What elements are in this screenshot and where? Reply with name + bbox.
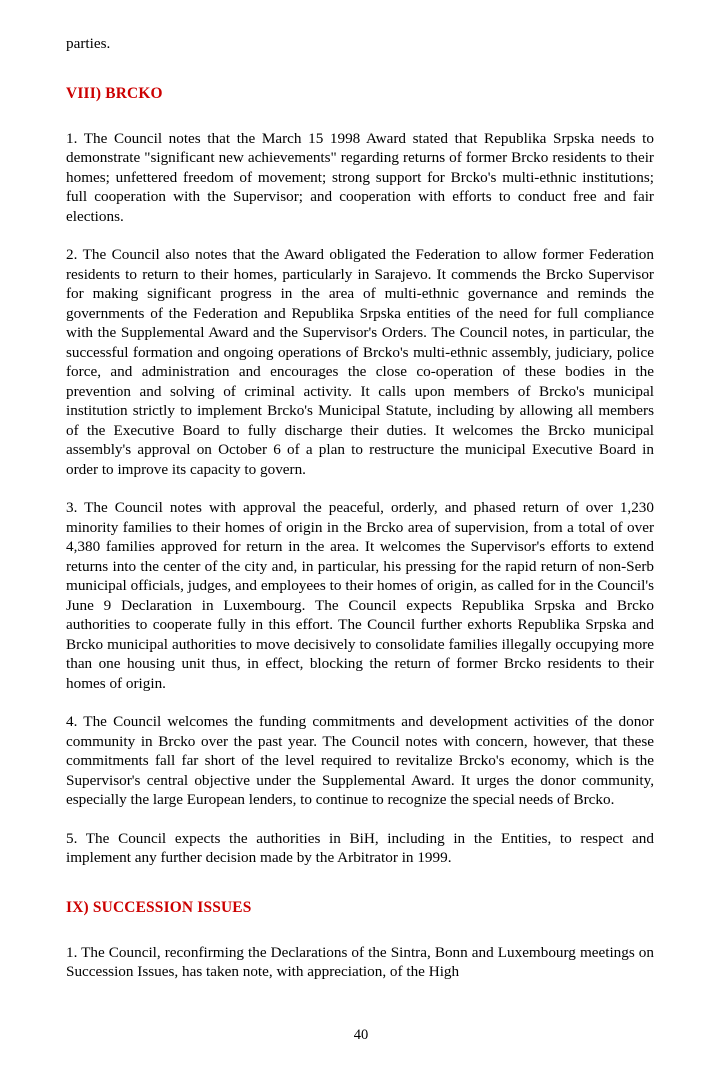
page-number: 40 (353, 1027, 369, 1043)
spacer (66, 917, 654, 943)
spacer (66, 868, 654, 898)
spacer (66, 479, 654, 498)
paragraph-brcko-1: 1. The Council notes that the March 15 1998 Award stated that Republika Srpska needs to demonstrate "significant new achievements" regarding returns of former Brcko residents to their homes; unfettered freedom of movement; strong support for Brcko's multi-ethnic institutions; full cooperation with the Supervisor; and cooperation with efforts to conduct free and fair elections. (66, 129, 654, 225)
spacer (66, 103, 654, 129)
paragraph-brcko-3: 3. The Council notes with approval the peaceful, orderly, and phased return of over 1,230 minority families to their homes of origin in the Brcko area of supervision, from a total of over 4,380 families approved for return in the area. It welcomes the Supervisor's efforts to extend returns into the center of the city and, in particular, his pressing for the rapid return of non-Serb municipal officials, judges, and employees to their homes of origin, as called for in the Council's June 9 Declaration in Luxembourg. The Council expects Republika Srpska and Brcko authorities to cooperate fully in this effort. The Council further exhorts Republika Srpska and Brcko municipal authorities to move decisively to consolidate families illegally occupying more than one housing unit thus, in effect, blocking the return of former Brcko residents to their homes of origin. (66, 499, 654, 692)
paragraph-brcko-2: 2. The Council also notes that the Award obligated the Federation to allow former Federation residents to return to their homes, particularly in Sarajevo. It commends the Brcko Supervisor for making significant progress in the area of multi-ethnic governance and reminds the governments of the Federation and Republika Srpska entities of the need for full compliance with the Supplemental Award and the Supervisor's Orders. The Council notes, in particular, the successful formation and ongoing operations of Brcko's multi-ethnic assembly, judiciary, police force, and administration and encourages the close co-operation of these bodies in the prevention and solving of criminal activity. It calls upon members of Brcko's municipal institution strictly to implement Brcko's Municipal Statute, including by allowing all members of the Executive Board to fully discharge their duties. It welcomes the Brcko municipal assembly's approval on October 6 of a plan to restructure the municipal Executive Board in order to improve its capacity to govern. (66, 246, 654, 478)
spacer (66, 54, 654, 84)
section-heading-brcko: VIII) BRCKO (66, 84, 163, 102)
paragraph-brcko-4: 4. The Council welcomes the funding commitments and development activities of the donor community in Brcko over the past year. The Council notes with concern, however, that these commitments fall far short of the level required to revitalize Brcko's economy, which is the Supervisor's central objective under the Supplemental Award. It urges the donor community, especially the large European lenders, to continue to recognize the special needs of Brcko. (66, 713, 654, 808)
paragraph-succession-1: 1. The Council, reconfirming the Declarations of the Sintra, Bonn and Luxembourg meetings on Succession Issues, has taken note, with appreciation, of the High (66, 943, 654, 980)
document-body (66, 34, 654, 982)
section-heading-succession-issues: IX) SUCCESSION ISSUES (66, 898, 252, 916)
paragraph-brcko-5: 5. The Council expects the authorities in BiH, including in the Entities, to respect and implement any further decision made by the Arbitrator in 1999. (66, 829, 654, 866)
spacer (66, 693, 654, 712)
spacer (66, 226, 654, 245)
spacer (66, 810, 654, 829)
paragraph-parties: parties. (66, 35, 111, 52)
